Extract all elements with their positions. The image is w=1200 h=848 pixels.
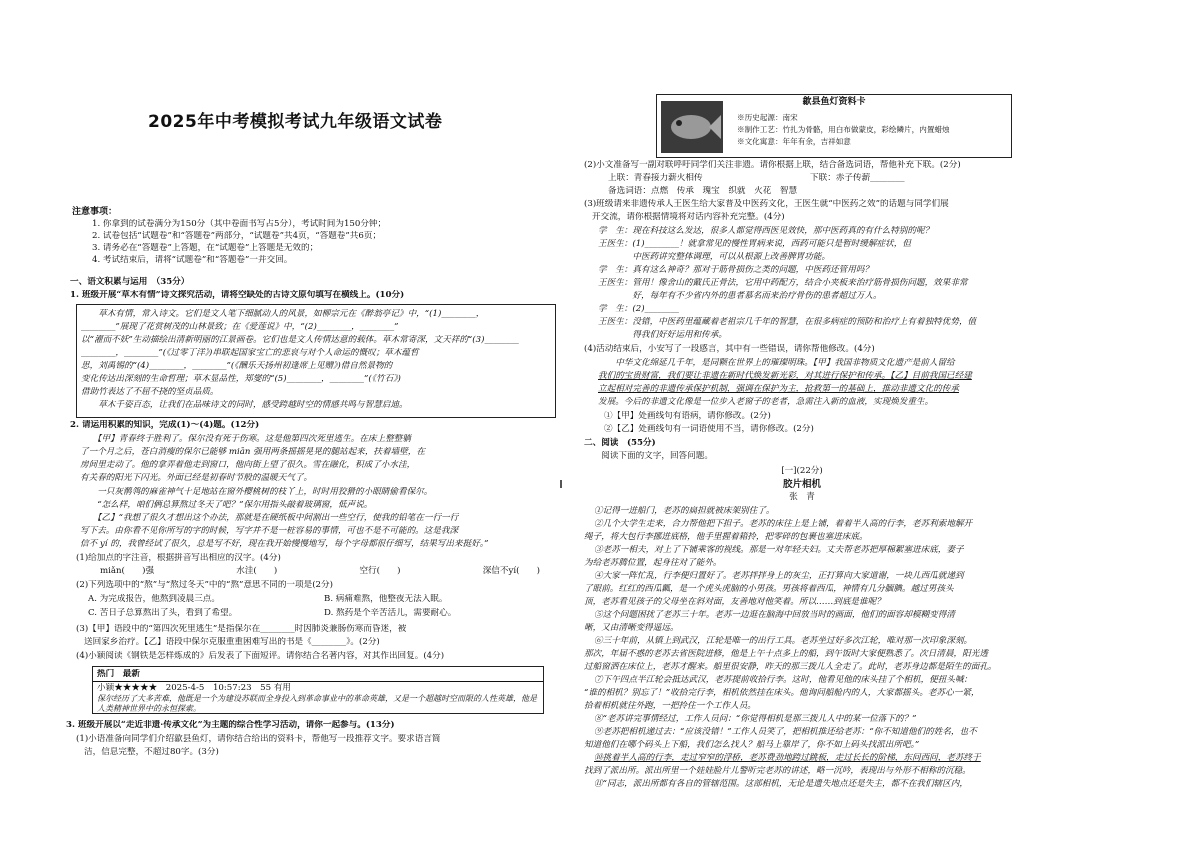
passage-line: 房间里走动了。他的拿弄着他走到窗口，他向街上望了很久。雪在融化，积成了小水洼， xyxy=(80,460,416,470)
card-line: ※历史起源：南宋 xyxy=(737,113,798,122)
story-line: 找到了派出所。派出所里一个娃娃脸片儿警听完老苏的讲述，略一沉吟，表现出与外形不相称的沉稳。 xyxy=(584,766,971,776)
sub-question: (3)【甲】语段中的“第四次死里逃生”是指保尔在________时因肺炎兼肠伤寒而昏迷，被 xyxy=(76,624,407,634)
sub-question: (4)活动结束后，小安写了一段感言，其中有一些错误，请你帮他修改。(4分) xyxy=(584,344,875,354)
option-c[interactable]: C. 苦日子总算熬出了头，看到了希望。 xyxy=(88,608,238,618)
story-author: 张 青 xyxy=(789,492,815,502)
story-line: ②几个大学生走来，合力帮他把下担子。老苏的床往上是上铺，着着半人高的行李，老苏利索地解开 xyxy=(594,519,973,529)
speech-line: 立起相对完善的非遗传承保护机制，强调在保护为主，抢救第一的基础上，推动非遗文化的传承 xyxy=(598,384,959,394)
question-stem: 2. 请运用积累的知识，完成(1)～(4)题。(12分) xyxy=(70,420,260,430)
option-d[interactable]: D. 熬药是个辛苦活儿，需要耐心。 xyxy=(324,608,457,618)
story-line: ⑨老苏把相机递过去：“应该没错！”工作人员笑了，把相机推还给老苏：“你不知道他们的姓名，也不 xyxy=(594,727,977,737)
resource-card xyxy=(656,94,1012,158)
passage-line: 了一个月之后，苍白消瘦的保尔已能够 miān 强用两条摇摇晃晃的腿站起来，扶着墙壁，在 xyxy=(80,447,425,457)
fish-lantern-image xyxy=(661,101,723,153)
story-line: 为给老苏腾位置，起身往对了能外。 xyxy=(584,558,722,568)
story-line: 过船窗洒在床位上，老苏才醒来。船里很安静，昨天的那三拨儿人全走了。此时，老苏身边都是陌生的面孔。 xyxy=(584,662,997,672)
dialog-line: 中医药讲究整体调理，可以从根源上改善脾胃功能。 xyxy=(598,252,831,262)
dialog-line: 学 生：(2)________ xyxy=(598,304,679,314)
read-intro: 阅读下面的文字，回答问题。 xyxy=(584,451,713,461)
sub-question: (2)下列选项中的“熬”与“熬过冬天”中的“熬”意思不同的一项是(2分) xyxy=(76,580,333,590)
story-line: 晰，又由清晰变得遥远。 xyxy=(584,623,679,633)
sub-question: 洁，信息完整，不超过80字。(3分) xyxy=(84,747,219,757)
dialog-line: 王医生：没错，中医药里蕴藏着老祖宗几千年的智慧，在很多病症的预防和治疗上有着独特优势，值 xyxy=(598,317,977,327)
column-mark xyxy=(560,480,562,488)
comment-box xyxy=(92,666,544,714)
story-line: ①记得一进船门，老苏的扁担就被床架别住了。 xyxy=(594,506,775,516)
note-item: 4. 考试结束后，请将“试题卷”和“答题卷”一并交回。 xyxy=(92,255,293,265)
box-line: 草木有情，常入诗文。它们是文人笔下细腻动人的风景，如柳宗元在《醉翁亭记》中，“(1)________， xyxy=(81,309,485,319)
passage-line: 【乙】“我想了很久才想出这个办法，那就是在硬纸板中间割出一些空行，使我的铅笔在一行一行 xyxy=(80,513,459,523)
box-line: ________，________”(《过零丁洋》)串联起国家宝亡的悲哀与对个人命运的慨叹；草木蕴哲 xyxy=(81,348,419,358)
question-stem: 3. 班级开展以“走近非遗·传承文化”为主题的综合性学习活动，请你一起参与。(13分) xyxy=(66,720,395,730)
dialog-line: 学 生：真有这么神奇？那对于筋骨损伤之类的问题，中医药还管用吗？ xyxy=(598,265,874,275)
note-item: 1. 你拿到的试卷满分为150分（其中卷面书写占5分），考试时间为150分钟； xyxy=(92,219,387,229)
box-line: 借助竹表达了不屈不挠的坚贞品质。 xyxy=(81,387,219,397)
dialog-line: 学 生：现在科技这么发达，很多人都觉得西医见效快，那中医药真的有什么特别的呢？ xyxy=(598,226,934,236)
speech-line: 我们的宝贵财富，我们要让非遗在新时代焕发新光彩，对其进行保护和传承。【乙】目前我国已经建 xyxy=(598,371,972,381)
note-item: 3. 请务必在“答题卷”上答题，在“试题卷”上答题是无效的； xyxy=(92,243,319,253)
box-line: 变化传达出深刻的生命哲理；草木显品性，郑燮的“(5)________，________”(《竹石》) xyxy=(81,374,401,384)
passage-line: 【甲】青春终于胜利了。保尔没有死于伤寒。这是他第四次死里逃生。在床上整整躺 xyxy=(80,434,411,444)
sub-question: 送回家乡治疗。【乙】语段中保尔克服重重困难写出的书是《________》。(2分) xyxy=(84,637,380,647)
dialog-line: 王医生：(1)________！就拿常见的慢性胃病来说，西药可能只是暂时缓解症状，但 xyxy=(598,239,911,249)
story-line: ⑦下午四点半江轮会抵达武汉，老苏提前收拾行李。这时，他看见他的床头挂了个相机，便扭头喊： xyxy=(594,675,973,685)
sub-question: (1)给加点的字注音，根据拼音写出相应的汉字。(4分) xyxy=(76,553,281,563)
story-line: 了眼前。红红的西瓜瓤，是一个虎头虎脑的小男孩。男孩将着西瓜，神情有几分腼腆。越过男孩头 xyxy=(584,584,954,594)
pinyin-item[interactable]: 水洼( ) xyxy=(236,566,278,576)
passage-line: “怎么样，咱们俩总算熬过冬天了吧？”保尔用指头敲着玻璃窗，低声说。 xyxy=(80,500,373,510)
pinyin-row xyxy=(100,566,540,577)
section-heading: 一、语文积累与运用 （35分） xyxy=(70,277,190,287)
box-line: 草木千姿百态，让我们在品味诗文的同时，感受跨越时空的情感共鸣与智慧启迪。 xyxy=(81,400,408,410)
couplet-lower[interactable]: 下联：赤子传薪________ xyxy=(810,173,905,183)
story-line: ⑤这个问题困扰了老苏三十年。老苏一边逛在脑海中回放当时的画面，他们的面容却模糊变得清 xyxy=(594,610,955,620)
sub-question: (4)小颖阅读《钢铁是怎样炼成的》后发表了下面短评。请你结合名著内容，对其作出回复。(4分) xyxy=(76,651,445,661)
notes-heading: 注意事项： xyxy=(72,207,118,217)
page-title: 2025年中考模拟考试九年级语文试卷 xyxy=(148,112,443,132)
fish-icon xyxy=(661,101,723,153)
story-line: “谁的相机？别忘了！”收拾完行李，相机依然挂在床头。他询问船舱内的人，大家都摇头。老苏心一紧， xyxy=(584,688,980,698)
section-label: [一](22分) xyxy=(781,466,823,476)
comment-tabs[interactable]: 热门 最新 xyxy=(97,669,140,679)
dialog-line: 好，每年有不少省内外的患者慕名而来治疗骨伤的患者超过万人。 xyxy=(598,291,882,301)
pinyin-item[interactable]: 空行( ) xyxy=(359,566,401,576)
passage-line: 一只灰鹡鸰的麻雀神气十足地站在窗外樱桃树的枝丫上，时时用狡猾的小眼睛偷看保尔。 xyxy=(80,487,433,497)
card-title: 歙县鱼灯资料卡 xyxy=(802,97,866,107)
passage-line: 信不 yí 的，我曾经试了很久，总是写不好，现在我开始慢慢地写，每个字母都很仔细写，结果写出来挺好。” xyxy=(80,539,489,549)
story-line: 绳子，将大包行李挪进底格，他手里握着箱拎，把零碎的包裹也塞进床底。 xyxy=(584,532,868,542)
story-line: ③老苏一相夫，对上了下铺乘客的视线。那是一对年轻夫妇。丈夫帮老苏把厚棉絮塞进床底，妻子 xyxy=(594,545,964,555)
sub-question: (2)小文准备写一副对联呼吁同学们关注非遗。请你根据上联，结合备选词语，帮他补充下联。(2分) xyxy=(584,160,961,170)
box-line: ________”展现了花赏树茂的山林景致；在《爱莲说》中，“(2)________，________” xyxy=(81,322,399,332)
poem-box xyxy=(76,304,556,418)
option-a[interactable]: A. 为完成报告，他熬到凌晨三点。 xyxy=(88,594,220,604)
pinyin-item[interactable]: miǎn( )强 xyxy=(100,566,155,576)
couplet-upper: 上联：青春接力薪火相传 xyxy=(608,173,703,183)
passage-line: 写下去。由你看不见你所写的字的时候，写字并不是一桩容易的事情，可也不是不可能的。这是我深 xyxy=(80,526,459,536)
story-line: ⑧“老苏讲完事情经过，工作人员问：“你觉得相机是那三拨儿人中的某一位落下的？” xyxy=(594,714,917,724)
story-line: ⑩挑着半人高的行李，走过窄窄的浮桥，老苏费劲地跨过跳板，走过长长的阶梯，东问西问，老苏终于 xyxy=(594,753,981,763)
story-line: ⑪“同志，派出所都有各自的管辖范围。这部相机，无论是遗失地点还是失主，都不在我们辖区内， xyxy=(594,779,968,789)
card-line: ※制作工艺：竹扎为骨骼，用白布做蒙皮，彩绘鳞片，内置蜡烛 xyxy=(737,125,950,134)
box-line: 思，刘禹锡的“(4)________，________”(《酬乐天扬州初逢席上见赠》)借自然景物的 xyxy=(81,361,393,371)
story-line: ⑥三十年前，从镇上到武汉，江轮是唯一的出行工具。老苏坐过好多次江轮，唯对那一次印象深刻。 xyxy=(594,636,973,646)
section-heading: 二、阅读 (55分) xyxy=(584,438,656,448)
story-line: 那次，年届不惑的老苏去省医院进修，他是上午十点多上的船，到午饭时大家便熟悉了。次日清晨，阳光透 xyxy=(584,649,988,659)
comment-meta: 小颖★★★★★ 2025-4-5 10:57:23 55 有用 xyxy=(97,683,292,693)
option-b[interactable]: B. 病痛难熬，他整夜无法入眠。 xyxy=(324,594,448,604)
speech-line: 中华文化绵延几千年，是同颗在世界上的璀璨明珠。【甲】我国非物质文化遗产是前人留给 xyxy=(598,358,955,368)
question-stem: 1. 班级开展“草木有情”诗文探究活动，请将空缺处的古诗文原句填写在横线上。(10分) xyxy=(70,290,405,300)
comment-text: 保尔经历了大多苦难，他既是一个为建设苏联而全身投入到革命事业中的革命英雄，又是一个超越时空而限的人性英雄，他是人类精神世界中的永恒探索。 xyxy=(97,694,537,713)
sub-question: 开交流，请你根据情境将对话内容补充完整。(4分) xyxy=(592,212,785,222)
passage-line: 有关春的阳光下闪光。外面已经是初春时节般的温暖天气了。 xyxy=(80,473,313,483)
story-line: ④大家一阵忙乱，行李便归置好了。老苏拌拌身上的灰尘，正打算向大家道谢，一块儿西瓜就递到 xyxy=(594,571,964,581)
story-line: 知道他们在哪个码头上下船，我们怎么找人？船马上靠岸了，你不如上码头找派出所吧。” xyxy=(584,740,920,750)
story-title: 胶片相机 xyxy=(782,479,821,490)
divider xyxy=(93,681,543,682)
note-item: 2. 试卷包括“试题卷”和“答题卷”两部分，“试题卷”共4页，“答题卷”共6页； xyxy=(92,231,382,241)
word-bank: 备选词语：点燃 传承 瑰宝 织就 火花 智慧 xyxy=(608,186,798,196)
fix-question: ②【乙】处画线句有一词语使用不当，请你修改。(2分) xyxy=(604,424,814,434)
dialog-line: 王医生：管用！像舍山的戴氏正骨法，它用中药配方，结合小夹板来治疗筋骨损伤问题，效果非常 xyxy=(598,278,968,288)
speech-line: 发展。今后的非遗文化像是一位步入老窗子的老者，急需注入新的血液，实现焕发重生。 xyxy=(598,397,934,407)
story-line: 拾着相机就往外跑，一把拎住一个工作人员。 xyxy=(584,701,756,711)
story-line: 顶，老苏看见孩子的父母坐在斜对面，友善地对他笑着。所以……到底是谁呢？ xyxy=(584,597,885,607)
fix-question: ①【甲】处画线句有语病，请你修改。(2分) xyxy=(604,411,771,421)
sub-question: (1)小语准备向同学们介绍歙县鱼灯，请你结合给出的资料卡，帮他写一段推荐文字。要求语言简 xyxy=(76,734,441,744)
card-line: ※文化寓意：年年有余，吉祥如意 xyxy=(737,137,851,146)
box-line: 以“濯而不妖”生动描绘出清新明丽的江景画卷。它们也是文人传情达意的载体。草木常寄深，文天祥的“(3)________ xyxy=(81,335,519,345)
sub-question: (3)班级请来非遗传承人王医生给大家普及中医药文化，王医生就“中医药之效”的话题与同学们展 xyxy=(584,199,949,209)
pinyin-item[interactable]: 深信不yí( ) xyxy=(482,566,540,576)
dialog-line: 得我们好好运用和传承。 xyxy=(598,330,727,340)
